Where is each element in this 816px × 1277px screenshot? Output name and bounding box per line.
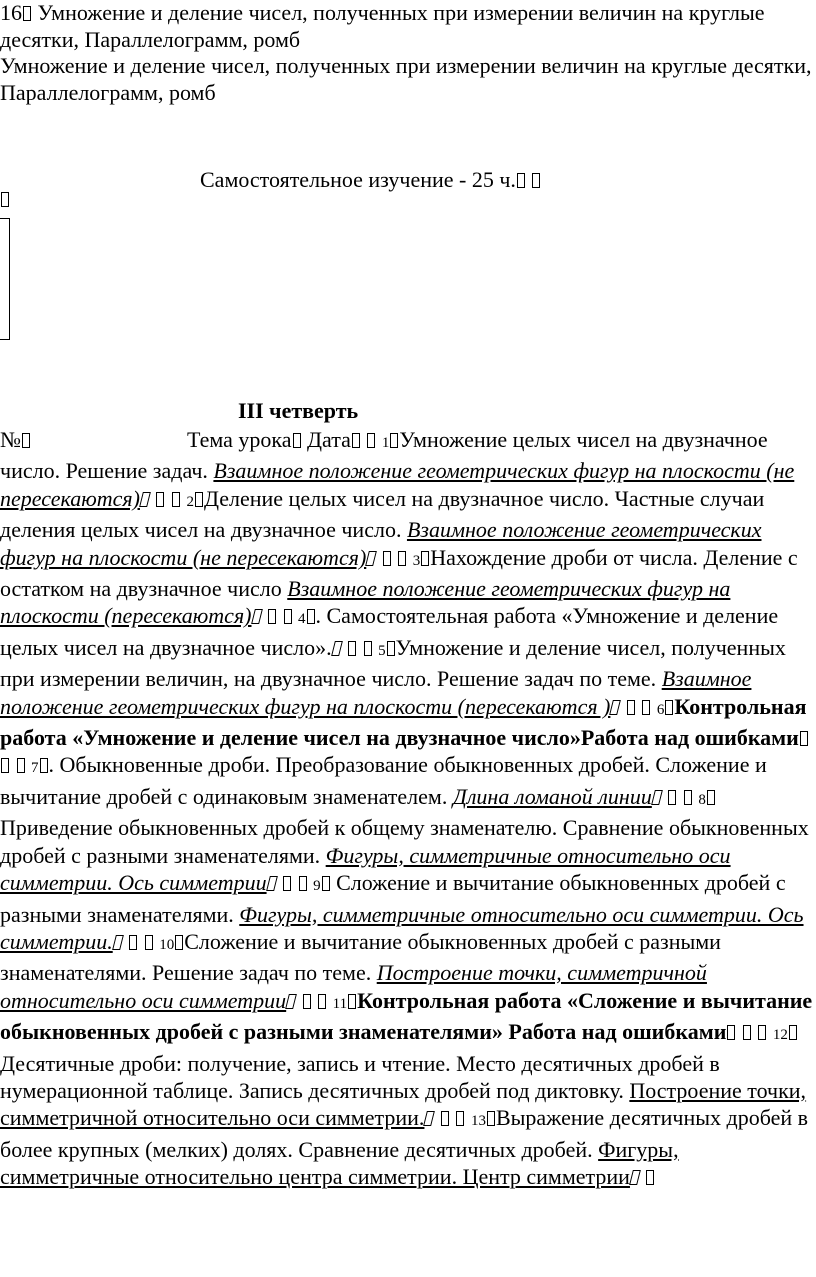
box-glyph-icon: [707, 790, 715, 805]
quarter-title: III четверть: [238, 398, 359, 423]
lesson-number: 8: [698, 791, 706, 808]
box-glyph-icon: [532, 173, 540, 188]
box-glyph-icon: [789, 1025, 797, 1040]
box-glyph-icon: [365, 551, 377, 566]
lesson-geometry: Взаимное положение геометрических фигур на плоскости (не пересекаются): [0, 517, 762, 570]
box-glyph-icon: [646, 1170, 654, 1185]
self-study-line: [200, 167, 800, 194]
box-glyph-icon: [424, 1111, 436, 1126]
box-glyph-icon: [40, 758, 48, 773]
box-glyph-icon: [421, 551, 429, 566]
box-glyph-icon: [195, 492, 203, 507]
lesson-topic: . Самостоятельная работа «Умножение и деление целых чисел на двузначное число».: [0, 603, 779, 660]
lesson-geometry: Построение точки, симметричной относительно оси симметрии: [0, 960, 707, 1013]
lesson-geometry: Взаимное положение геометрических фигур на плоскости (пересекаются ): [0, 666, 752, 719]
lesson-geometry: Взаимное положение геометрических фигур на плоскости (не пересекаются): [0, 458, 795, 511]
box-glyph-icon: [456, 1111, 464, 1126]
header-date: Дата: [307, 427, 351, 452]
box-glyph-icon: [610, 700, 622, 715]
lesson-number: 7: [31, 760, 39, 777]
box-glyph-icon: [651, 790, 663, 805]
lesson-number: 6: [656, 701, 665, 718]
lesson-number: 12: [772, 1027, 788, 1044]
box-glyph-icon: [758, 1025, 766, 1040]
lesson-geometry: Взаимное положение геометрических фигур на плоскости (пересекаются): [0, 576, 731, 629]
box-glyph-icon: [1, 192, 9, 207]
lesson-geometry: Фигуры, симметричные относительно оси симметрии. Ось симметрии: [0, 842, 731, 896]
lesson-geometry: Фигуры, симметричные относительно центра симметрии. Центр симметрии: [0, 1136, 679, 1190]
box-glyph-icon: [331, 641, 343, 656]
box-glyph-icon: [322, 876, 330, 891]
box-glyph-icon: [112, 935, 124, 950]
box-glyph-icon: [743, 1025, 751, 1040]
header-block: [0, 0, 814, 106]
lesson-number: 11: [332, 995, 348, 1012]
header-num: №: [0, 427, 21, 452]
lesson-number: 10: [159, 936, 175, 953]
box-glyph-icon: [348, 994, 356, 1009]
lesson-number: 9: [313, 878, 321, 895]
lesson-topic: Контрольная работа «Умножение и деление чисел на двузначное число»Работа над ошибками: [0, 693, 807, 751]
box-glyph-icon: [390, 433, 398, 448]
box-glyph-icon: [398, 551, 406, 566]
lesson-topic: Умножение целых чисел на двузначное число. Решение задач.: [0, 427, 768, 484]
box-glyph-icon: [642, 700, 650, 715]
lesson-topic: Сложение и вычитание обыкновенных дробей с разными знаменателями.: [0, 870, 786, 927]
lesson-topic: . Обыкновенные дроби. Преобразование обыкновенных дробей. Сложение и вычитание дробей с одинаковым знаменателем.: [0, 752, 767, 809]
box-glyph-icon: [129, 935, 137, 950]
lesson-number: 2: [186, 493, 194, 510]
box-glyph-icon: [22, 433, 30, 448]
box-glyph-icon: [251, 609, 263, 624]
lesson-list: [0, 426, 814, 1191]
box-glyph-icon: [383, 551, 391, 566]
box-glyph-icon: [17, 758, 25, 773]
lesson-topic: Нахождение дроби от числа. Деление с остатком на двузначное число: [0, 544, 798, 602]
box-glyph-icon: [727, 1025, 735, 1040]
lesson-topic: Сложение и вычитание обыкновенных дробей с разными знаменателями. Решение задач по теме.: [0, 928, 721, 986]
box-glyph-icon: [172, 492, 180, 507]
box-glyph-icon: [139, 492, 151, 507]
box-glyph-icon: [145, 935, 153, 950]
lesson-topic: Деление целых чисел на двузначное число. Частные случаи деления целых чисел на двузначное число.: [0, 485, 765, 543]
lesson-topic: Выражение десятичных дробей в более крупных (мелких) долях. Сравнение десятичных дробей.: [0, 1105, 809, 1162]
header-title-repeat: Умножение и деление чисел, полученных при измерении величин на круглые десятки, Параллелограмм, ромб: [0, 53, 812, 105]
box-glyph-icon: [364, 641, 372, 656]
lesson-geometry: Фигуры, симметричные относительно оси симметрии. Ось симметрии.: [0, 901, 804, 954]
lesson-number: 4: [298, 611, 306, 628]
box-glyph-icon: [668, 790, 676, 805]
box-glyph-icon: [800, 731, 808, 746]
box-glyph-icon: [441, 1111, 449, 1126]
box-glyph-icon: [627, 700, 635, 715]
lesson-number: 5: [378, 642, 386, 659]
lesson-topic: Умножение и деление чисел, полученных при измерении величин, на двузначное число. Решение задач по теме.: [0, 634, 786, 692]
box-glyph-icon: [387, 641, 395, 656]
box-glyph-icon: [517, 173, 525, 188]
box-glyph-icon: [318, 994, 326, 1009]
box-glyph-icon: [307, 609, 315, 624]
lesson-number: 13: [470, 1113, 486, 1130]
lesson-number: 3: [412, 552, 421, 569]
box-glyph-icon: [284, 609, 292, 624]
box-glyph-icon: [266, 876, 278, 891]
box-glyph-icon: [175, 935, 183, 950]
lesson-geometry: Длина ломаной линии: [452, 783, 652, 809]
box-glyph-icon: [629, 1170, 641, 1185]
lesson-topic: Десятичные дроби: получение, запись и чтение. Место десятичных дробей в нумерационной таблице. Запись десятичных дробей под диктовку.: [0, 1050, 720, 1103]
lesson-topic: Контрольная работа «Сложение и вычитание обыкновенных дробей с разными знаменателями» Работа над ошибками: [0, 987, 813, 1045]
lesson-geometry: Построение точки, симметричной относительно оси симметрии.: [0, 1077, 807, 1131]
box-glyph-icon: [23, 6, 31, 21]
frame-bracket: [0, 218, 10, 340]
box-glyph-icon: [283, 876, 291, 891]
box-glyph-icon: [293, 433, 301, 448]
box-glyph-icon: [1, 758, 9, 773]
box-glyph-icon: [348, 641, 356, 656]
box-glyph-icon: [268, 609, 276, 624]
header-title: Умножение и деление чисел, полученных при измерении величин на круглые десятки, Параллелограмм, ромб: [0, 0, 765, 52]
box-glyph-icon: [156, 492, 164, 507]
box-glyph-icon: [684, 790, 692, 805]
box-glyph-icon: [665, 700, 673, 715]
box-glyph-icon: [352, 433, 360, 448]
header-number: 16: [0, 0, 22, 25]
self-study-text: Самостоятельное изучение - 25 ч.: [200, 167, 516, 192]
box-glyph-icon: [285, 994, 297, 1009]
box-glyph-icon: [487, 1111, 495, 1126]
box-glyph-icon: [367, 433, 375, 448]
box-glyph-icon: [299, 876, 307, 891]
header-topic: Тема урока: [187, 427, 292, 452]
lesson-topic: Приведение обыкновенных дробей к общему знаменателю. Сравнение обыкновенных дробей с разными знаменателями.: [0, 815, 809, 868]
box-glyph-icon: [303, 994, 311, 1009]
lesson-number: 1: [381, 435, 390, 451]
